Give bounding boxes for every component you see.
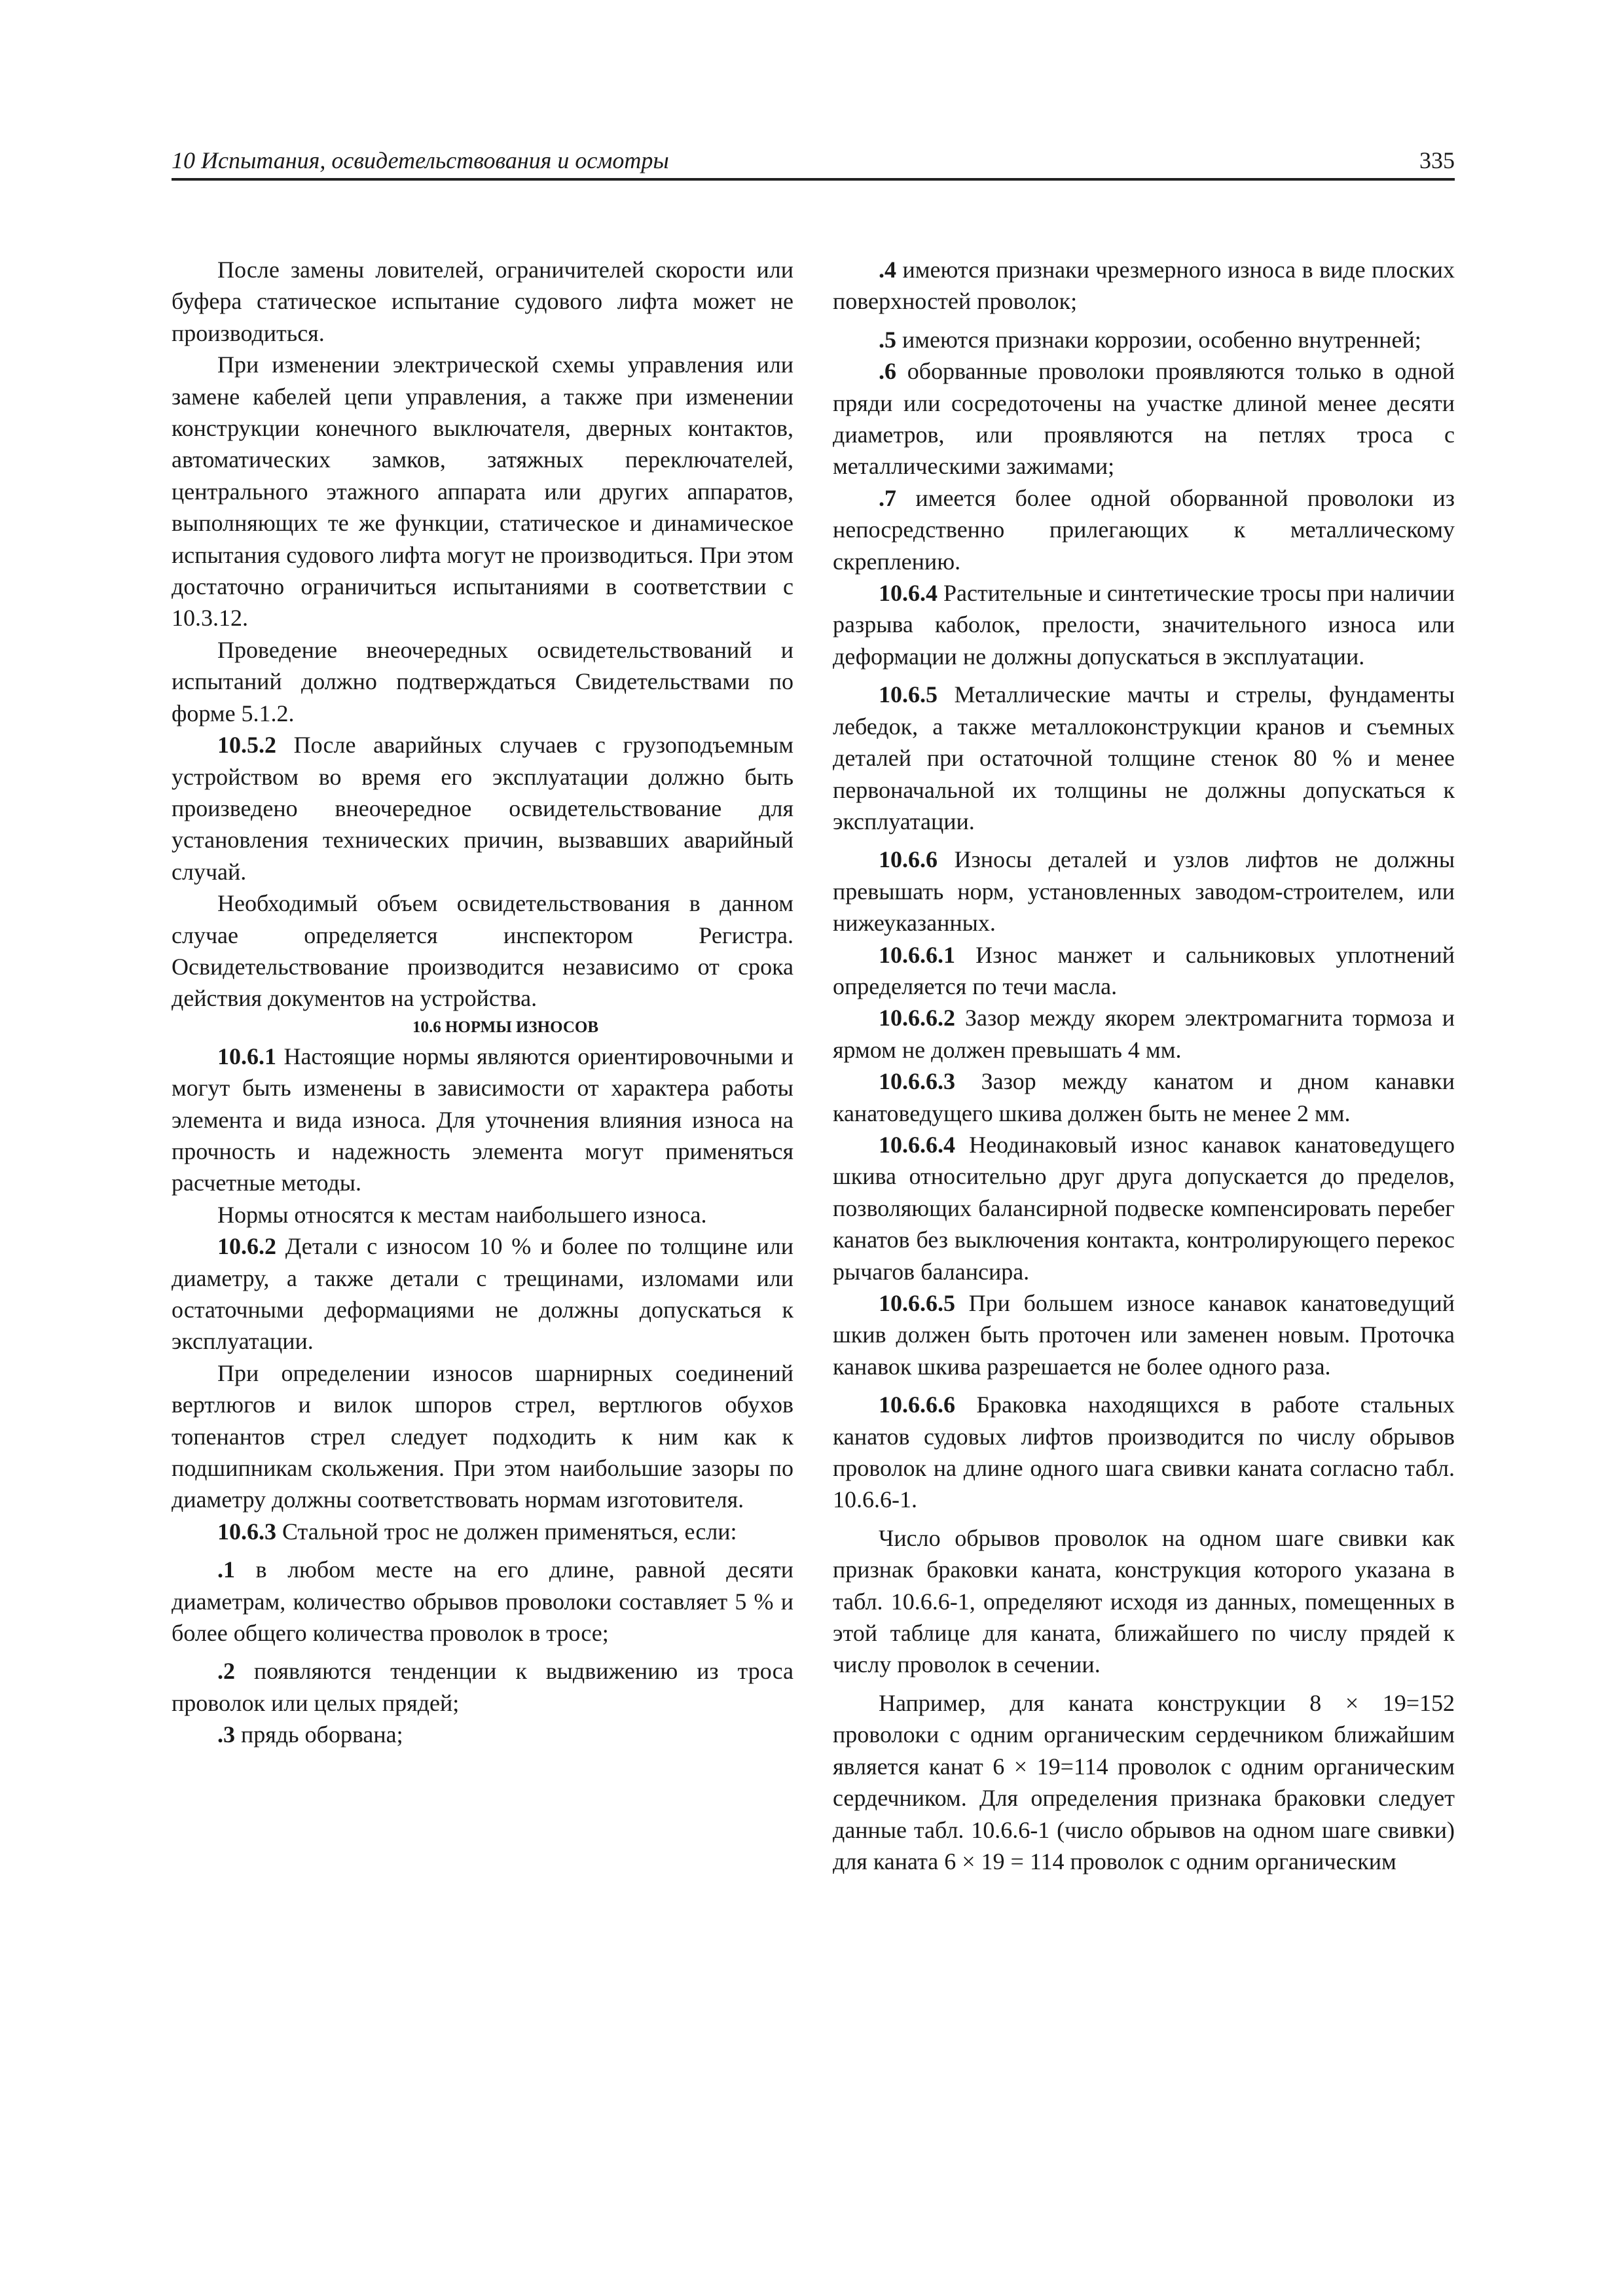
item-number: .1 bbox=[217, 1556, 235, 1583]
left-column bbox=[172, 254, 793, 1751]
item-number: .5 bbox=[879, 326, 896, 353]
item-number: .4 bbox=[879, 257, 896, 283]
paragraph: 10.6.6 Износы деталей и узлов лифтов не должны превышать норм, установленных заводом-строителем, или нижеуказанных. bbox=[833, 846, 1455, 937]
paragraph: Проведение внеочередных освидетельствований и испытаний должно подтверждаться Свидетельствами по форме 5.1.2. bbox=[172, 636, 793, 726]
paragraph: 10.6.5 Металлические мачты и стрелы, фундаменты лебедок, а также металлоконструкции кранов и съемных деталей при остаточной толщине стенок 80 % и менее первоначальной их толщины не должны допускаться к эксплуатации. bbox=[833, 681, 1455, 834]
clause-number: 10.6.5 bbox=[879, 681, 938, 708]
paragraph: Число обрывов проволок на одном шаге свивки как признак браковки каната, конструкция которого указана в табл. 10.6.6-1, определяют исходя из данных, помещенных в этой таблице для каната, ближайшего по числу прядей к числу проволок в сечении. bbox=[833, 1524, 1455, 1678]
paragraph: 10.6.4 Растительные и синтетические тросы при наличии разрыва каболок, прелости, значительного износа или деформации не должны допускаться в эксплуатации. bbox=[833, 580, 1455, 670]
paragraph: Необходимый объем освидетельствования в данном случае определяется инспектором Регистра. Освидетельствование производится независимо от срока действия документов на устройства. bbox=[172, 890, 793, 1012]
paragraph: После замены ловителей, ограничителей скорости или буфера статическое испытание судового лифта может не производиться. bbox=[172, 257, 793, 346]
list-item: .4 имеются признаки чрезмерного износа в виде плоских поверхностей проволок; bbox=[833, 257, 1455, 315]
list-item: .7 имеется более одной оборванной проволоки из непосредственно прилегающих к металлическому скреплению. bbox=[833, 484, 1455, 575]
right-column bbox=[833, 254, 1455, 1877]
paragraph: 10.6.6.5 При большем износе канавок канатоведущий шкив должен быть проточен или заменен новым. Проточка канавок шкива разрешается не более одного раза. bbox=[833, 1290, 1455, 1380]
clause-number: 10.6.2 bbox=[217, 1233, 276, 1260]
paragraph: 10.6.6.4 Неодинаковый износ канавок канатоведущего шкива относительно друг друга допускается до пределов, позволяющих балансирной подвеске компенсировать перебег канатов без выключения контакта, контролирующего перекос рычагов балансира. bbox=[833, 1131, 1455, 1285]
list-item: .6 оборванные проволоки проявляются только в одной пряди или сосредоточены на участке длиной менее десяти диаметров, или проявляются на петлях троса с металлическими зажимами; bbox=[833, 358, 1455, 480]
paragraph: 10.6.1 Настоящие нормы являются ориентировочными и могут быть изменены в зависимости от характера работы элемента и вида износа. Для уточнения влияния износа на прочность и надежность элемента могут применяться расчетные методы. bbox=[172, 1043, 793, 1196]
item-number: .7 bbox=[879, 484, 896, 511]
paragraph: Например, для каната конструкции 8 × 19=152 проволоки с одним органическим сердечником ближайшим является канат 6 × 19=114 проволок с одним органическим сердечником. Для определения признака браковки следует данные табл. 10.6.6-1 (число обрывов на одном шаге свивки) для каната 6 × 19 = 114 проволок с одним органическим bbox=[833, 1689, 1455, 1874]
list-item: .5 имеются признаки коррозии, особенно внутренней; bbox=[879, 326, 1421, 353]
paragraph: 10.6.2 Детали с износом 10 % и более по толщине или диаметру, а также детали с трещинами, изломами или остаточными деформациями не должны допускаться к эксплуатации. bbox=[172, 1233, 793, 1355]
section-heading: 10.6 НОРМЫ ИЗНОСОВ bbox=[412, 1018, 599, 1036]
paragraph: 10.6.3 Стальной трос не должен применяться, если: bbox=[217, 1518, 737, 1545]
clause-number: 10.6.6.5 bbox=[879, 1290, 955, 1316]
item-number: .3 bbox=[217, 1721, 235, 1748]
clause-number: 10.6.4 bbox=[879, 580, 938, 607]
list-item: .1 в любом месте на его длине, равной десяти диаметрам, количество обрывов проволоки составляет 5 % и более общего количества проволок в тросе; bbox=[172, 1556, 793, 1647]
paragraph: 10.6.6.1 Износ манжет и сальниковых уплотнений определяется по течи масла. bbox=[833, 941, 1455, 999]
running-header bbox=[172, 145, 1455, 181]
page-number: 335 bbox=[1419, 147, 1455, 173]
list-item: .2 появляются тенденции к выдвижению из троса проволок или целых прядей; bbox=[172, 1658, 793, 1716]
paragraph: 10.6.6.3 Зазор между канатом и дном канавки канатоведущего шкива должен быть не менее 2 мм. bbox=[833, 1068, 1455, 1126]
paragraph: 10.6.6.6 Браковка находящихся в работе стальных канатов судовых лифтов производится по числу обрывов проволок на длине одного шага свивки каната согласно табл. 10.6.6-1. bbox=[833, 1391, 1455, 1513]
header-title: 10 Испытания, освидетельствования и осмотры bbox=[172, 147, 669, 173]
paragraph: 10.5.2 После аварийных случаев с грузоподъемным устройством во время его эксплуатации должно быть произведено внеочередное освидетельствование для установления технических причин, вызвавших аварийный случай. bbox=[172, 732, 793, 885]
clause-number: 10.6.6.1 bbox=[879, 941, 955, 968]
item-number: .2 bbox=[217, 1658, 235, 1685]
clause-number: 10.6.1 bbox=[217, 1043, 276, 1069]
paragraph: Нормы относятся к местам наибольшего износа. bbox=[217, 1201, 707, 1228]
clause-number: 10.6.6.3 bbox=[879, 1068, 955, 1095]
clause-number: 10.6.3 bbox=[217, 1518, 276, 1545]
paragraph: 10.6.6.2 Зазор между якорем электромагнита тормоза и ярмом не должен превышать 4 мм. bbox=[833, 1005, 1455, 1063]
clause-number: 10.5.2 bbox=[217, 732, 276, 759]
paragraph: При изменении электрической схемы управления или замене кабелей цепи управления, а также при изменении конструкции конечного выключателя, дверных контактов, автоматических замков, затяжных переключателей, центрального этажного аппарата или других аппаратов, выполняющих те же функции, статическое и динамическое испытания судового лифта могут не производиться. При этом достаточно ограничиться испытаниями в соответствии с 10.3.12. bbox=[172, 351, 793, 632]
paragraph: При определении износов шарнирных соединений вертлюгов и вилок шпоров стрел, вертлюгов обухов топенантов стрел следует подходить к ним как к подшипникам скольжения. При этом наибольшие зазоры по диаметру должны соответствовать нормам изготовителя. bbox=[172, 1359, 793, 1513]
clause-number: 10.6.6.2 bbox=[879, 1005, 955, 1031]
item-number: .6 bbox=[879, 358, 896, 385]
clause-number: 10.6.6.4 bbox=[879, 1131, 955, 1158]
clause-number: 10.6.6 bbox=[879, 846, 938, 873]
list-item: .3 прядь оборвана; bbox=[217, 1721, 403, 1748]
clause-number: 10.6.6.6 bbox=[879, 1391, 955, 1418]
